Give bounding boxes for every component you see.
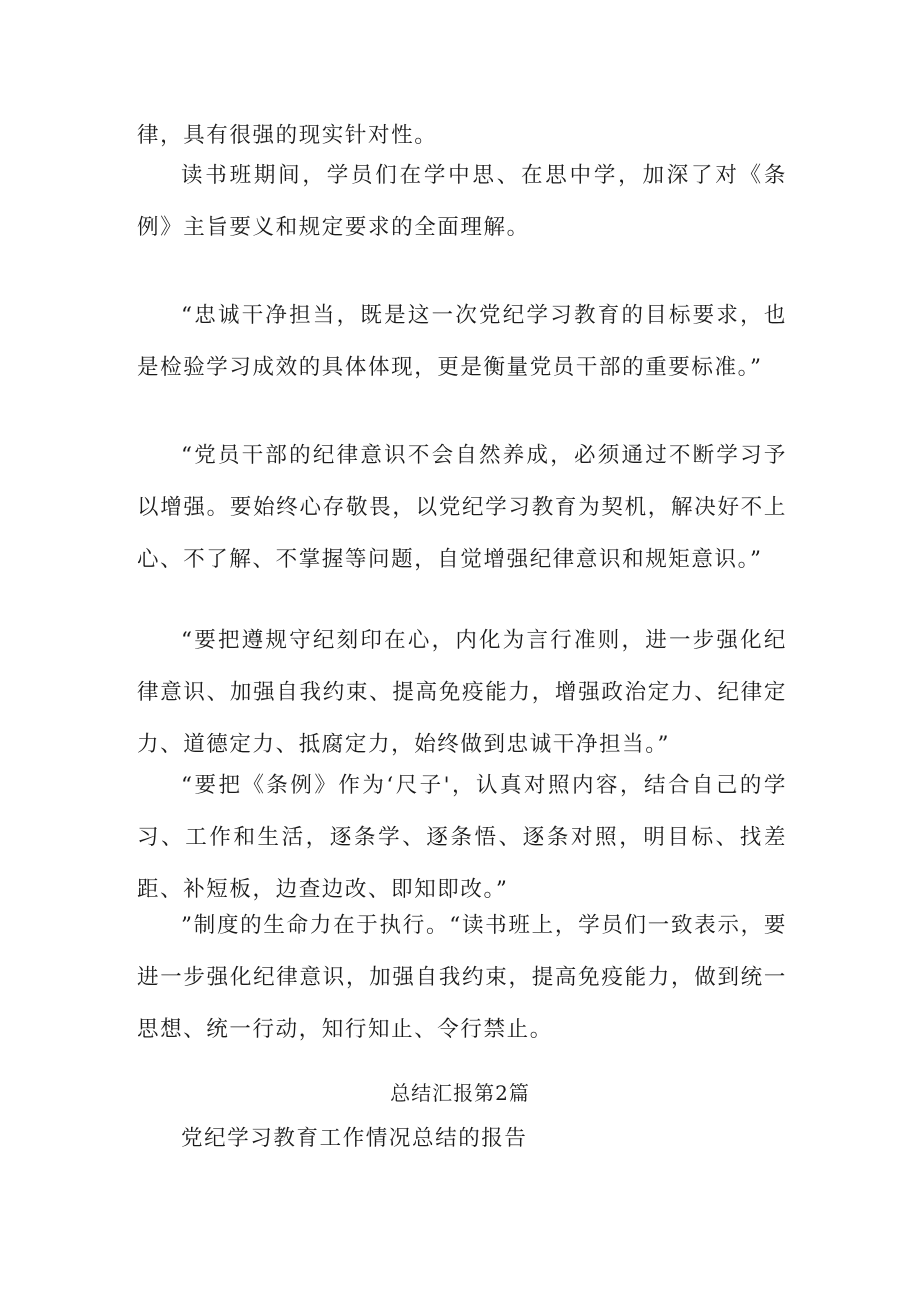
paragraph-institution-execution: ”制度的生命力在于执行。“读书班上，学员们一致表示，要进一步强化纪律意识，加强自我约束，提高免疫能力，做到统一思想、统一行动，知行知止、令行禁止。 bbox=[137, 913, 787, 1042]
paragraph-quote-discipline-awareness: “党员干部的纪律意识不会自然养成，必须通过不断学习予以增强。要始终心存敬畏，以党纪学习教育为契机，解决好不上心、不了解、不掌握等问题，自觉增强纪律意识和规矩意识。” bbox=[137, 443, 787, 572]
section-heading: 总结汇报第2篇 bbox=[390, 1081, 530, 1105]
paragraph-quote-rules-in-heart: “要把遵规守纪刻印在心，内化为言行准则，进一步强化纪律意识、加强自我约束、提高免疫能力，增强政治定力、纪律定力、道德定力、抵腐定力，始终做到忠诚干净担当。” bbox=[137, 628, 787, 757]
paragraph-quote-regulations-ruler: “要把《条例》作为‘尺子'，认真对照内容，结合自己的学习、工作和生活，逐条学、逐条悟、逐条对照，明目标、找差距、补短板，边查边改、即知即改。” bbox=[137, 773, 787, 902]
paragraph-continuation: 律，具有很强的现实针对性。 bbox=[137, 123, 438, 148]
paragraph-reading-class: 读书班期间，学员们在学中思、在思中学，加深了对《条例》主旨要义和规定要求的全面理解。 bbox=[137, 163, 787, 240]
paragraph-quote-loyalty: “忠诚干净担当，既是这一次党纪学习教育的目标要求，也是检验学习成效的具体体现，更是衡量党员干部的重要标准。” bbox=[137, 303, 787, 380]
report-subtitle: 党纪学习教育工作情况总结的报告 bbox=[181, 1126, 528, 1151]
